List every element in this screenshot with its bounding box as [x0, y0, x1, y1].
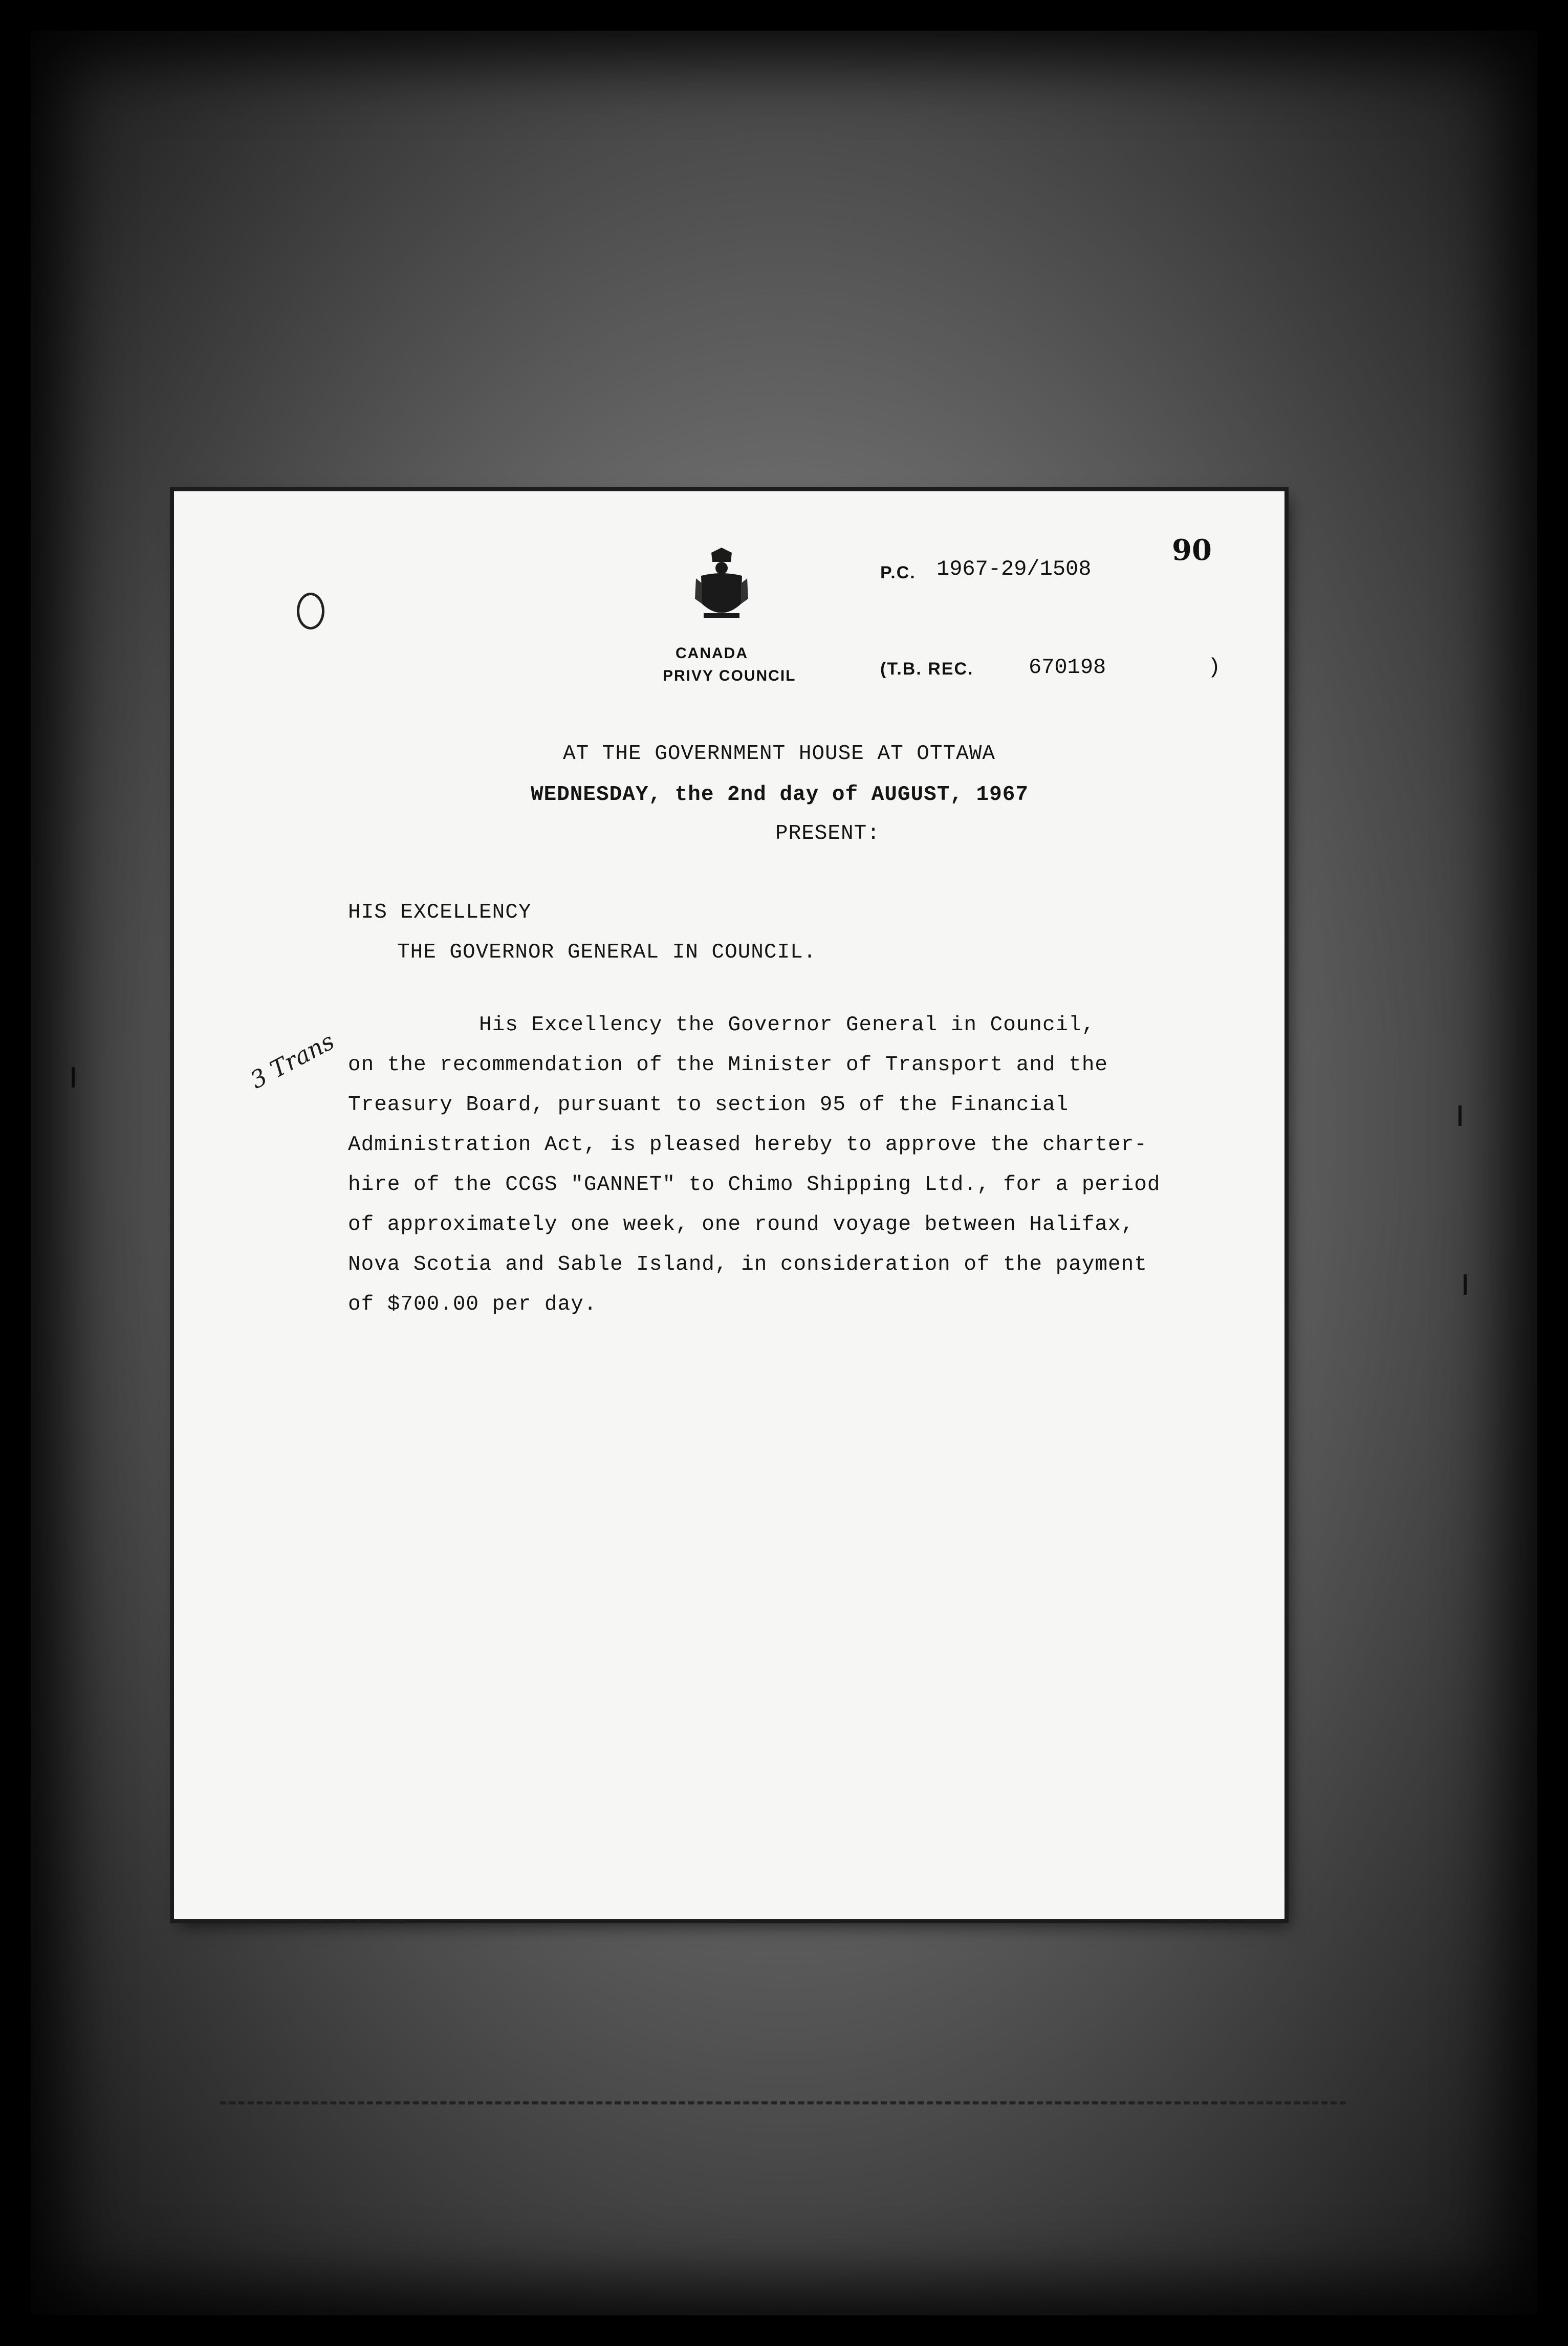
- body-line: of $700.00 per day.: [348, 1293, 597, 1316]
- tb-close-paren: ): [1208, 655, 1221, 680]
- pc-number: 1967-29/1508: [937, 557, 1092, 581]
- handwritten-margin-note: 3 Trans: [246, 1027, 339, 1094]
- body-line: Nova Scotia and Sable Island, in consideration of the payment: [348, 1253, 1147, 1276]
- punch-hole: [297, 593, 324, 629]
- tb-number: 670198: [1029, 655, 1106, 680]
- addressee-line-1: HIS EXCELLENCY: [348, 901, 532, 924]
- country-label: CANADA: [676, 645, 748, 662]
- order-in-council-page: [174, 491, 1284, 1919]
- folio-number: 90: [1172, 533, 1212, 567]
- body-line: on the recommendation of the Minister of Transport and the: [348, 1053, 1108, 1077]
- edge-tick-mark: [1464, 1274, 1467, 1295]
- body-line: Administration Act, is pleased hereby to approve the charter-: [348, 1133, 1147, 1157]
- tb-label: (T.B. REC.: [880, 659, 974, 679]
- edge-tick-mark: [72, 1067, 75, 1088]
- body-line: His Excellency the Governor General in Council,: [348, 1013, 1095, 1037]
- pc-label: P.C.: [880, 563, 916, 582]
- meeting-date: WEDNESDAY, the 2nd day of AUGUST, 1967: [531, 783, 1029, 807]
- meeting-place: AT THE GOVERNMENT HOUSE AT OTTAWA: [563, 742, 995, 766]
- council-label: PRIVY COUNCIL: [663, 667, 796, 684]
- film-scan-line: [220, 2097, 1346, 2104]
- present-heading: PRESENT:: [775, 822, 880, 845]
- addressee-line-2: THE GOVERNOR GENERAL IN COUNCIL.: [397, 941, 817, 964]
- body-line: hire of the CCGS "GANNET" to Chimo Shipping Ltd., for a period: [348, 1173, 1161, 1197]
- body-line: Treasury Board, pursuant to section 95 of the Financial: [348, 1093, 1069, 1117]
- coat-of-arms-icon: [691, 548, 752, 624]
- body-line: of approximately one week, one round voyage between Halifax,: [348, 1213, 1135, 1236]
- edge-tick-mark: [1458, 1105, 1462, 1126]
